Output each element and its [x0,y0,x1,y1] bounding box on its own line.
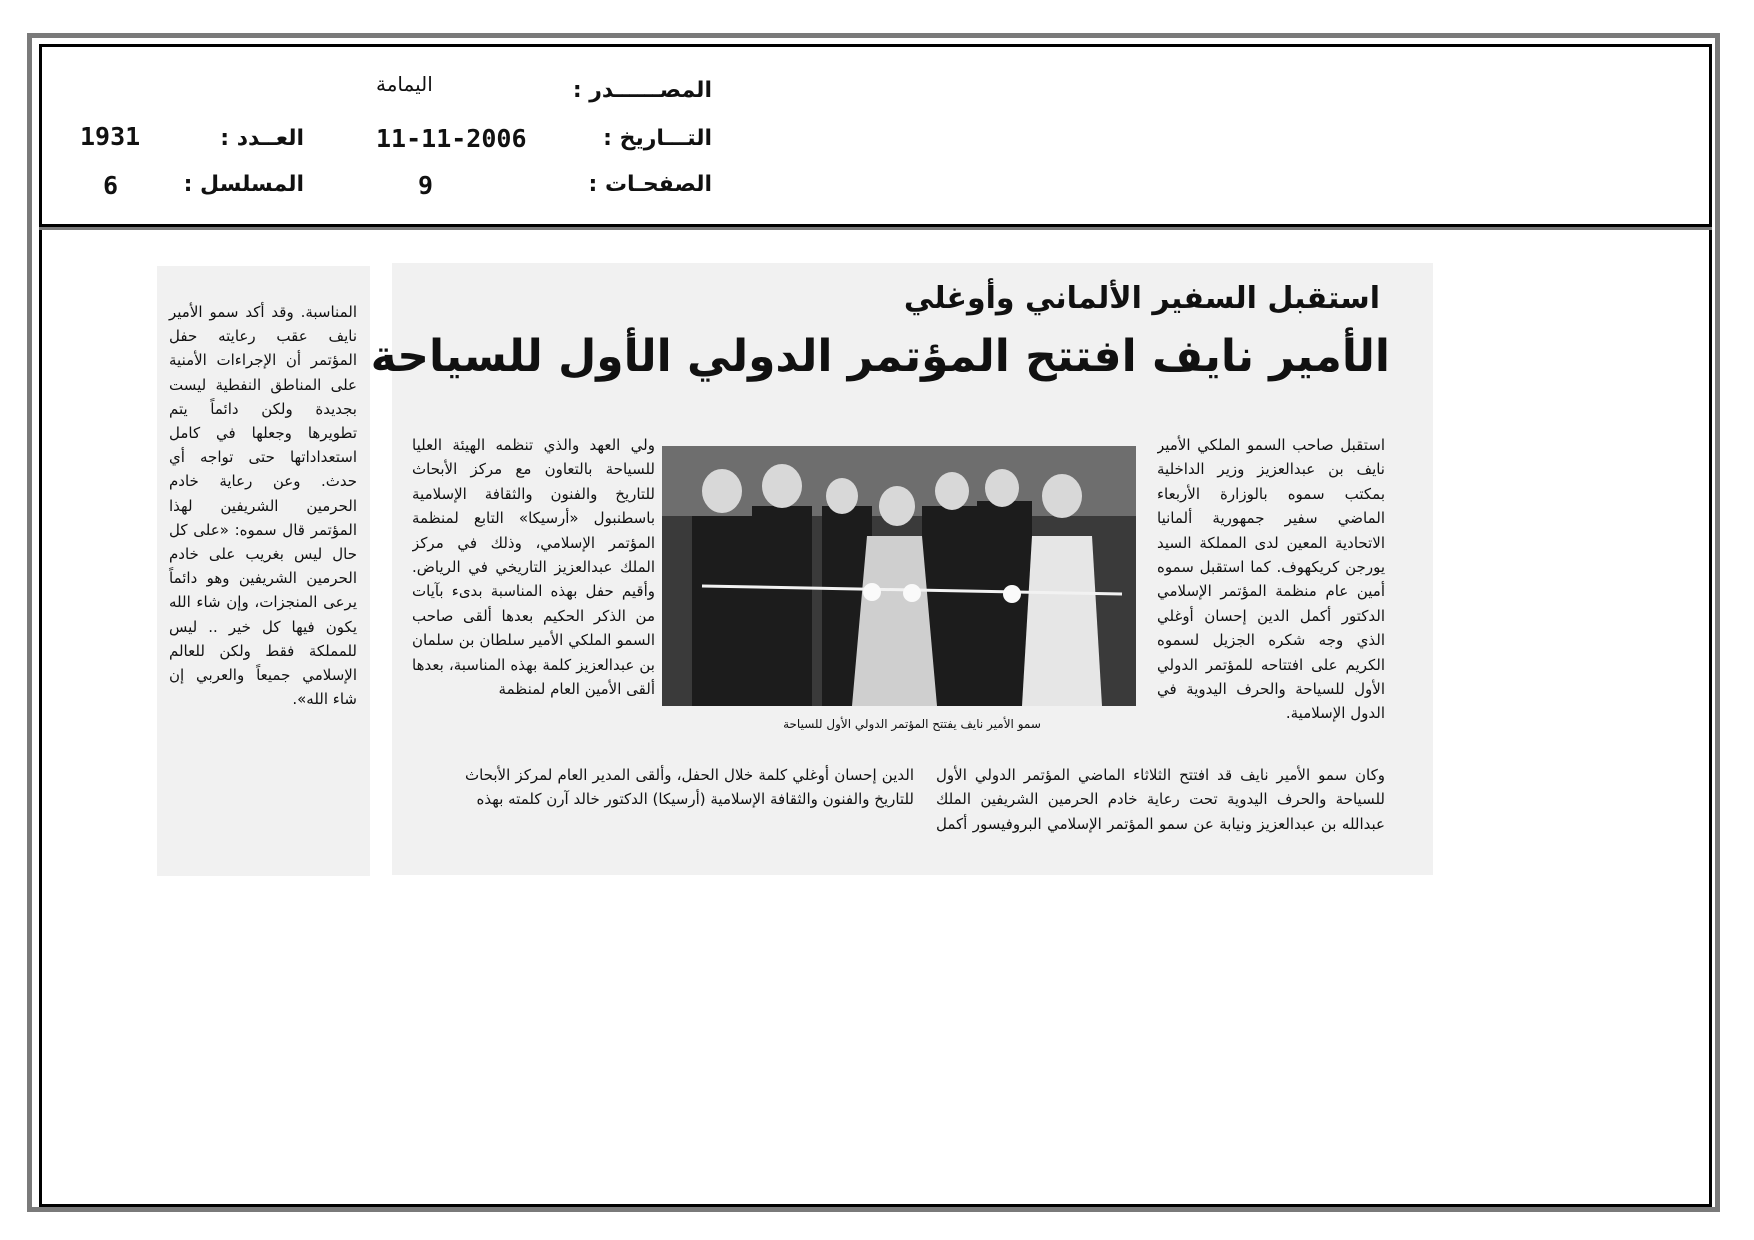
pages-value: 9 [418,171,434,200]
article-column-left: ولي العهد والذي تنظمه الهيئة العليا للسياحة بالتعاون مع مركز الأبحاث للتاريخ والفنون والثقافة الإسلامية باسطنبول «أرسيكا» التابع لمنظمة المؤتمر الإسلامي، وذلك في مركز الملك عبدالعزيز التاريخي في الرياض. وأقيم حفل بهذه المناسبة بدىء بآيات من الذكر الحكيم بعدها ألقى صاحب السمو الملكي الأمير سلطان بن سلمان بن عبدالعزيز كلمة بهذه المناسبة، بعدها ألقى الأمين العام لمنظمة [412,436,655,699]
source-value: اليمامة [376,72,433,96]
ribbon-cutting-photo-icon [662,446,1136,706]
photo-caption: سمو الأمير نايف يفتتح المؤتمر الدولي الأول للسياحة [783,717,1041,731]
article-photo [662,446,1136,706]
pages-label: الصفحـات : [588,172,712,197]
serial-value: 6 [103,171,119,200]
source-label: المصــــــدر : [572,78,712,103]
issue-label: العــدد : [220,126,304,151]
article-bottom-text: وكان سمو الأمير نايف قد افتتح الثلاثاء الماضي المؤتمر الدولي الأول للسياحة والحرف اليدوية تحت رعاية خادم الحرمين الشريفين الملك عبدالله بن عبدالعزيز ونيابة عن سمو المؤتمر الإسلامي البروفيسور أكمل الدين إحسان أوغلي كلمة خلال الحفل، وألقى المدير العام لمركز الأبحاث للتاريخ والفنون والثقافة الإسلامية (أرسيكا) الدكتور خالد آرن كلمته بهذه [465,766,1385,833]
date-label: التـــاريخ : [603,126,712,151]
date-value: 11-11-2006 [376,124,527,153]
side-column-text: المناسبة. وقد أكد سمو الأمير نايف عقب رعايته حفل المؤتمر أن الإجراءات الأمنية على المناطق النفطية ليست بجديدة ولكن دائماً يتم تطويرها وجعلها في كامل استعداداتها حتى تواجه أي حدث. وعن رعاية خادم الحرمين الشريفين لهذا المؤتمر قال سموه: «على كل حال ليس بغريب على خادم الحرمين الشريفين وهو دائماً يرعى المنجزات، وإن شاء الله يكون فيها كل خير .. ليس للمملكة فقط ولكن للعالم الإسلامي جميعاً والعربي إن شاء الله». [169,303,357,709]
issue-value: 1931 [80,122,141,151]
side-clipping [157,266,370,876]
article-headline: الأمير نايف افتتح المؤتمر الدولي الأول للسياحة [370,331,1390,382]
article-clipping [370,263,1433,875]
serial-label: المسلسل : [183,172,304,197]
header-divider [39,224,1712,230]
article-column-right: استقبل صاحب السمو الملكي الأمير نايف بن عبدالعزيز وزير الداخلية بمكتب سموه بالوزارة الأربعاء الماضي سفير جمهورية ألمانيا الاتحادية المعين لدى المملكة السيد يورجن كريكهوف. كما استقبل سموه أمين عام منظمة المؤتمر الإسلامي الدكتور أكمل الدين إحسان أوغلي الذي وجه شكره الجزيل لسموه الكريم على افتتاحه للمؤتمر الدولي الأول للسياحة والحرف اليدوية في الدول الإسلامية. [1157,436,1385,723]
article-kicker: استقبل السفير الألماني وأوغلي [903,281,1380,316]
